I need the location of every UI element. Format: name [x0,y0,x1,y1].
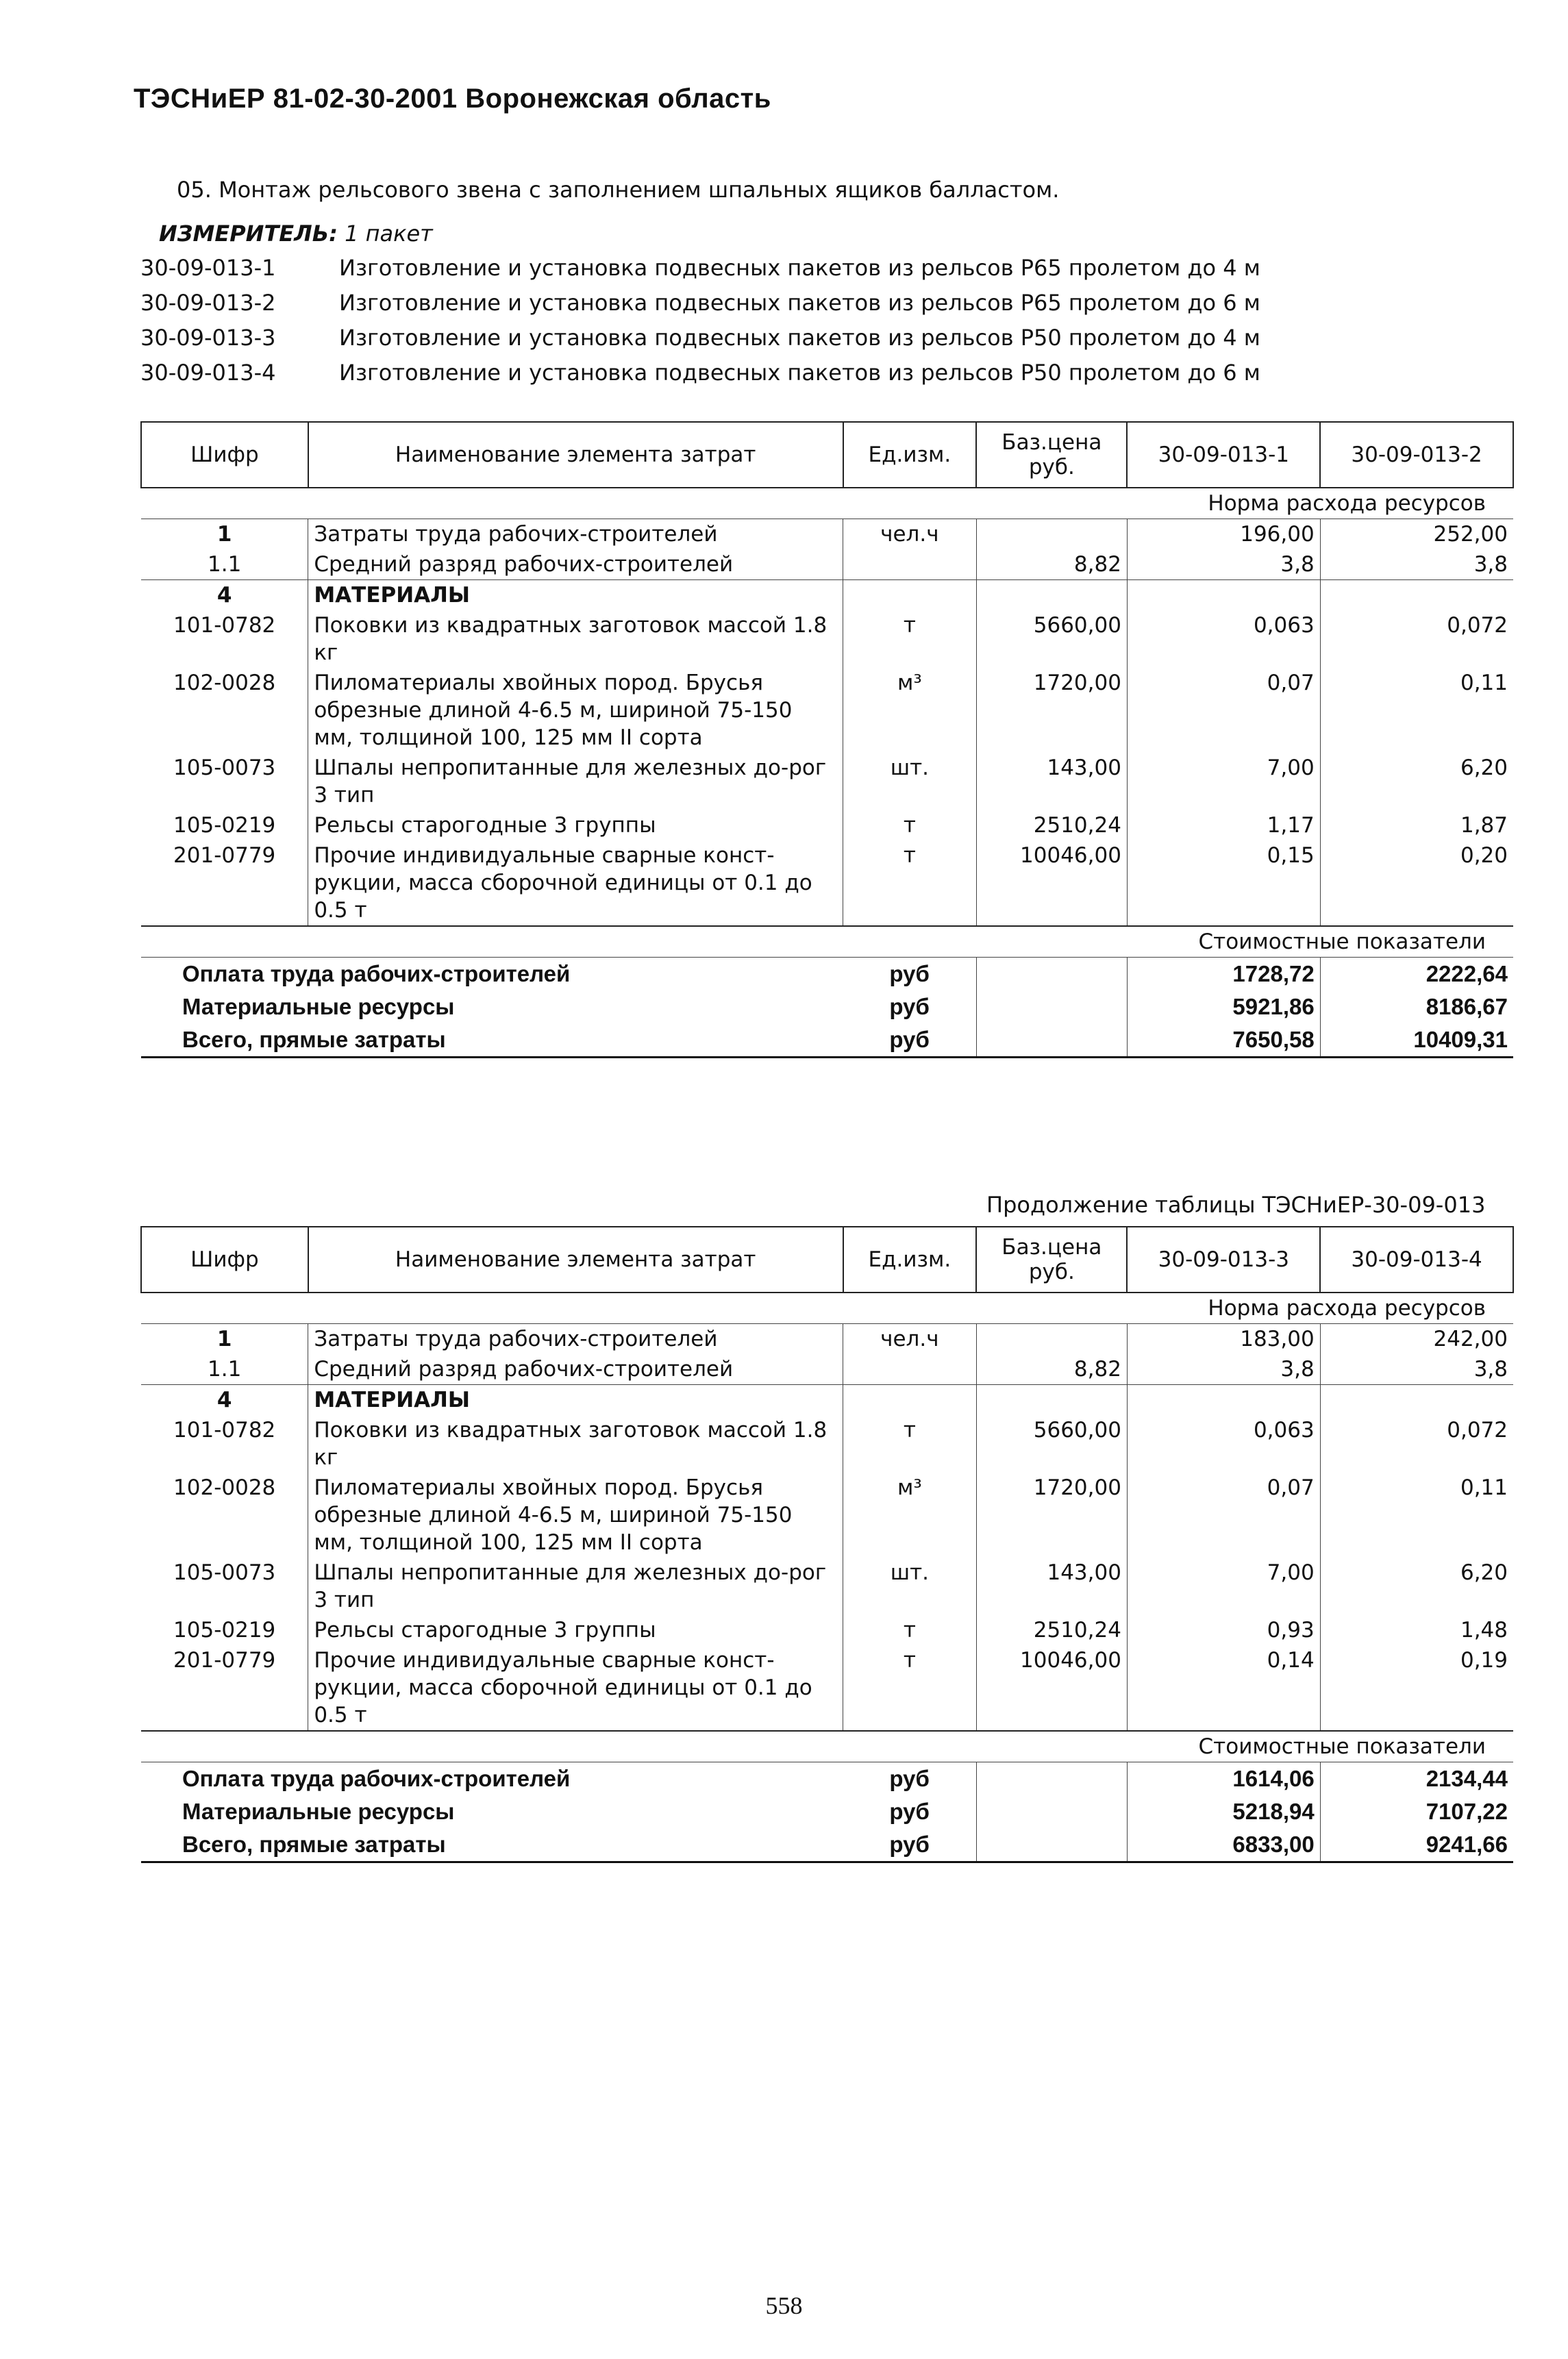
total-label: Всего, прямые затраты [141,1828,843,1862]
row-code: 101-0782 [141,1415,308,1473]
table-row [141,1645,1513,1731]
row-name: Прочие индивидуальные сварные конст-рукции, масса сборочной единицы от 0.1 до 0.5 т [308,840,843,926]
row-unit: шт. [843,753,977,810]
table-row [141,610,1513,668]
row-value-1: 7,00 [1127,1558,1320,1615]
header-code-3: 30-09-013-3 [1127,1227,1320,1293]
code-description: Изготовление и установка подвесных пакетов из рельсов Р65 пролетом до 6 м [339,290,1260,316]
row-base-price: 8,82 [976,1354,1127,1385]
row-base-price: 2510,24 [976,1615,1127,1645]
table-row [141,519,1513,550]
row-base-price: 1720,00 [976,1473,1127,1558]
row-code: 1 [141,1324,308,1355]
code-list [140,255,1260,395]
row-base-price: 8,82 [976,549,1127,580]
row-base-price: 5660,00 [976,1415,1127,1473]
row-unit: т [843,1415,977,1473]
code-description: Изготовление и установка подвесных пакетов из рельсов Р50 пролетом до 4 м [339,325,1260,351]
row-value-1: 1,17 [1127,810,1320,840]
total-value-1: 5921,86 [1127,990,1320,1023]
row-value-1: 0,07 [1127,1473,1320,1558]
total-value-1: 1728,72 [1127,958,1320,991]
table-row [141,1558,1513,1615]
total-value-2: 9241,66 [1320,1828,1513,1862]
row-name: Поковки из квадратных заготовок массой 1.8 кг [308,1415,843,1473]
norm-band-row [141,1293,1513,1324]
total-unit: руб [889,961,930,986]
measure-line [159,221,433,247]
header-name: Наименование элемента затрат [308,422,843,488]
total-row [141,1828,1513,1862]
row-code: 201-0779 [141,1645,308,1731]
row-code: 105-0073 [141,753,308,810]
row-base-price: 10046,00 [976,840,1127,926]
total-row [141,1762,1513,1796]
total-value-2: 8186,67 [1320,990,1513,1023]
row-value-1: 196,00 [1127,519,1320,550]
row-code: 1.1 [141,549,308,580]
row-value-2: 242,00 [1433,1327,1508,1351]
total-unit: руб [889,994,930,1019]
row-base-price [976,519,1127,550]
row-name: Поковки из квадратных заготовок массой 1.8 кг [308,610,843,668]
total-unit: руб [889,1799,930,1824]
row-name: Средний разряд рабочих-строителей [308,549,843,580]
row-name: Шпалы непропитанные для железных до-рог 3 тип [308,1558,843,1615]
materials-title: МАТЕРИАЛЫ [308,1385,843,1416]
row-value-2: 1,87 [1460,813,1508,838]
code-number: 30-09-013-2 [140,290,276,316]
total-value-2: 2222,64 [1320,958,1513,991]
header-unit: Ед.изм. [843,1227,977,1293]
code-number: 30-09-013-3 [140,325,276,351]
header-base-price: Баз.цена руб. [976,1227,1127,1293]
row-name: Пиломатериалы хвойных пород. Брусья обрезные длиной 4-6.5 м, шириной 75-150 мм, толщиной 100, 125 мм II сорта [308,1473,843,1558]
row-value-2: 1,48 [1460,1618,1508,1643]
row-value-2: 3,8 [1473,552,1508,577]
row-code: 1.1 [141,1354,308,1385]
table-header-row [141,1227,1513,1293]
row-name: Средний разряд рабочих-строителей [308,1354,843,1385]
total-value-1: 7650,58 [1127,1023,1320,1058]
row-unit: т [843,1645,977,1731]
row-base-price: 5660,00 [976,610,1127,668]
row-code: 105-0219 [141,810,308,840]
total-value-2: 10409,31 [1320,1023,1513,1058]
row-code: 105-0073 [141,1558,308,1615]
header-code-1: 30-09-013-1 [1127,422,1320,488]
norm-band-label: Норма расхода ресурсов [141,488,1513,519]
total-value-1: 5218,94 [1127,1795,1320,1828]
row-value-1: 0,063 [1127,1415,1320,1473]
row-value-1: 0,07 [1127,668,1320,753]
code-item [140,360,1260,395]
row-value-2: 0,072 [1447,613,1508,638]
table-row [141,1324,1513,1355]
total-row [141,1795,1513,1828]
table-row [141,753,1513,810]
row-value-1: 3,8 [1127,1354,1320,1385]
cost-band-row [141,1731,1513,1762]
total-value-1: 1614,06 [1127,1762,1320,1796]
code-item [140,290,1260,325]
cost-band-label: Стоимостные показатели [141,1731,1513,1762]
row-value-2: 0,11 [1460,1475,1508,1500]
code-item [140,255,1260,290]
continuation-caption: Продолжение таблицы ТЭСНиЕР-30-09-013 [986,1192,1486,1218]
code-description: Изготовление и установка подвесных пакетов из рельсов Р65 пролетом до 4 м [339,255,1260,281]
row-unit [843,1354,977,1385]
header-base-price: Баз.цена руб. [976,422,1127,488]
table-row [141,668,1513,753]
row-value-1: 7,00 [1127,753,1320,810]
row-unit: т [843,1615,977,1645]
header-unit: Ед.изм. [843,422,977,488]
table-row [141,1415,1513,1473]
row-unit: т [843,840,977,926]
row-unit: м³ [843,1473,977,1558]
row-value-2: 0,072 [1447,1418,1508,1443]
total-row [141,990,1513,1023]
code-item [140,325,1260,360]
total-label: Оплата труда рабочих-строителей [182,961,571,986]
row-name: Рельсы старогодные 3 группы [308,1615,843,1645]
row-base-price: 1720,00 [976,668,1127,753]
table-row [141,810,1513,840]
row-unit: т [843,810,977,840]
row-unit: чел.ч [843,1324,977,1355]
row-code: 102-0028 [141,1473,308,1558]
table-row [141,549,1513,580]
row-base-price: 2510,24 [976,810,1127,840]
cost-band-row [141,926,1513,958]
page-number: 558 [765,2292,803,2319]
row-value-1: 0,14 [1127,1645,1320,1731]
norms-table [140,421,1514,1058]
materials-title: МАТЕРИАЛЫ [308,580,843,611]
materials-heading-row [141,580,1513,611]
code-description: Изготовление и установка подвесных пакетов из рельсов Р50 пролетом до 6 м [339,360,1260,386]
measure-value: 1 пакет [345,221,433,247]
total-label: Материальные ресурсы [182,994,455,1019]
document-title: ТЭСНиЕР 81-02-30-2001 Воронежская область [134,84,771,114]
norm-band-row [141,488,1513,519]
row-unit: м³ [843,668,977,753]
row-unit [843,549,977,580]
row-value-1: 183,00 [1127,1324,1320,1355]
norms-table-1 [140,421,1514,1058]
table-row [141,1473,1513,1558]
row-code: 105-0219 [141,1615,308,1645]
row-value-1: 3,8 [1127,549,1320,580]
row-unit: т [843,610,977,668]
total-label: Всего, прямые затраты [141,1023,843,1058]
total-unit: руб [889,1766,930,1791]
row-code: 101-0782 [141,610,308,668]
row-unit: чел.ч [843,519,977,550]
total-row [141,1023,1513,1058]
total-label: Оплата труда рабочих-строителей [182,1766,571,1791]
row-value-2: 0,20 [1460,843,1508,868]
table-row [141,1354,1513,1385]
row-value-2: 0,11 [1460,671,1508,695]
row-value-2: 6,20 [1460,1560,1508,1585]
materials-heading-row [141,1385,1513,1416]
code-number: 30-09-013-1 [140,255,276,281]
row-name: Шпалы непропитанные для железных до-рог 3 тип [308,753,843,810]
table-header-row [141,422,1513,488]
total-label: Материальные ресурсы [182,1799,455,1824]
row-code: 201-0779 [141,840,308,926]
total-value-1: 6833,00 [1127,1828,1320,1862]
header-code-2: 30-09-013-2 [1320,422,1513,488]
row-name: Прочие индивидуальные сварные конст-рукции, масса сборочной единицы от 0.1 до 0.5 т [308,1645,843,1731]
norms-table-2 [140,1226,1514,1863]
header-name: Наименование элемента затрат [308,1227,843,1293]
row-name: Рельсы старогодные 3 группы [308,810,843,840]
total-row [141,958,1513,991]
materials-code: 4 [141,580,308,611]
row-value-2: 0,19 [1460,1648,1508,1673]
code-number: 30-09-013-4 [140,360,276,386]
row-name: Затраты труда рабочих-строителей [308,519,843,550]
materials-code: 4 [141,1385,308,1416]
total-value-2: 2134,44 [1320,1762,1513,1796]
header-code: Шифр [141,422,308,488]
table-row [141,1615,1513,1645]
row-base-price [976,1324,1127,1355]
cost-band-label: Стоимостные показатели [141,926,1513,958]
row-base-price: 143,00 [976,753,1127,810]
row-value-1: 0,15 [1127,840,1320,926]
total-unit: руб [843,1828,977,1862]
section-title: 05. Монтаж рельсового звена с заполнением шпальных ящиков балластом. [177,177,1060,203]
header-code-4: 30-09-013-4 [1320,1227,1513,1293]
row-value-1: 0,93 [1127,1615,1320,1645]
row-base-price: 143,00 [976,1558,1127,1615]
header-code: Шифр [141,1227,308,1293]
total-value-2: 7107,22 [1320,1795,1513,1828]
row-base-price: 10046,00 [976,1645,1127,1731]
row-value-1: 0,063 [1127,610,1320,668]
table-row [141,840,1513,926]
measure-label: ИЗМЕРИТЕЛЬ: [159,221,338,247]
row-value-2: 6,20 [1460,756,1508,780]
row-value-2: 3,8 [1473,1357,1508,1382]
row-code: 1 [141,519,308,550]
norm-band-label: Норма расхода ресурсов [141,1293,1513,1324]
norms-table [140,1226,1514,1863]
row-name: Затраты труда рабочих-строителей [308,1324,843,1355]
row-name: Пиломатериалы хвойных пород. Брусья обрезные длиной 4-6.5 м, шириной 75-150 мм, толщиной 100, 125 мм II сорта [308,668,843,753]
row-code: 102-0028 [141,668,308,753]
row-unit: шт. [843,1558,977,1615]
total-unit: руб [843,1023,977,1058]
row-value-2: 252,00 [1433,522,1508,547]
